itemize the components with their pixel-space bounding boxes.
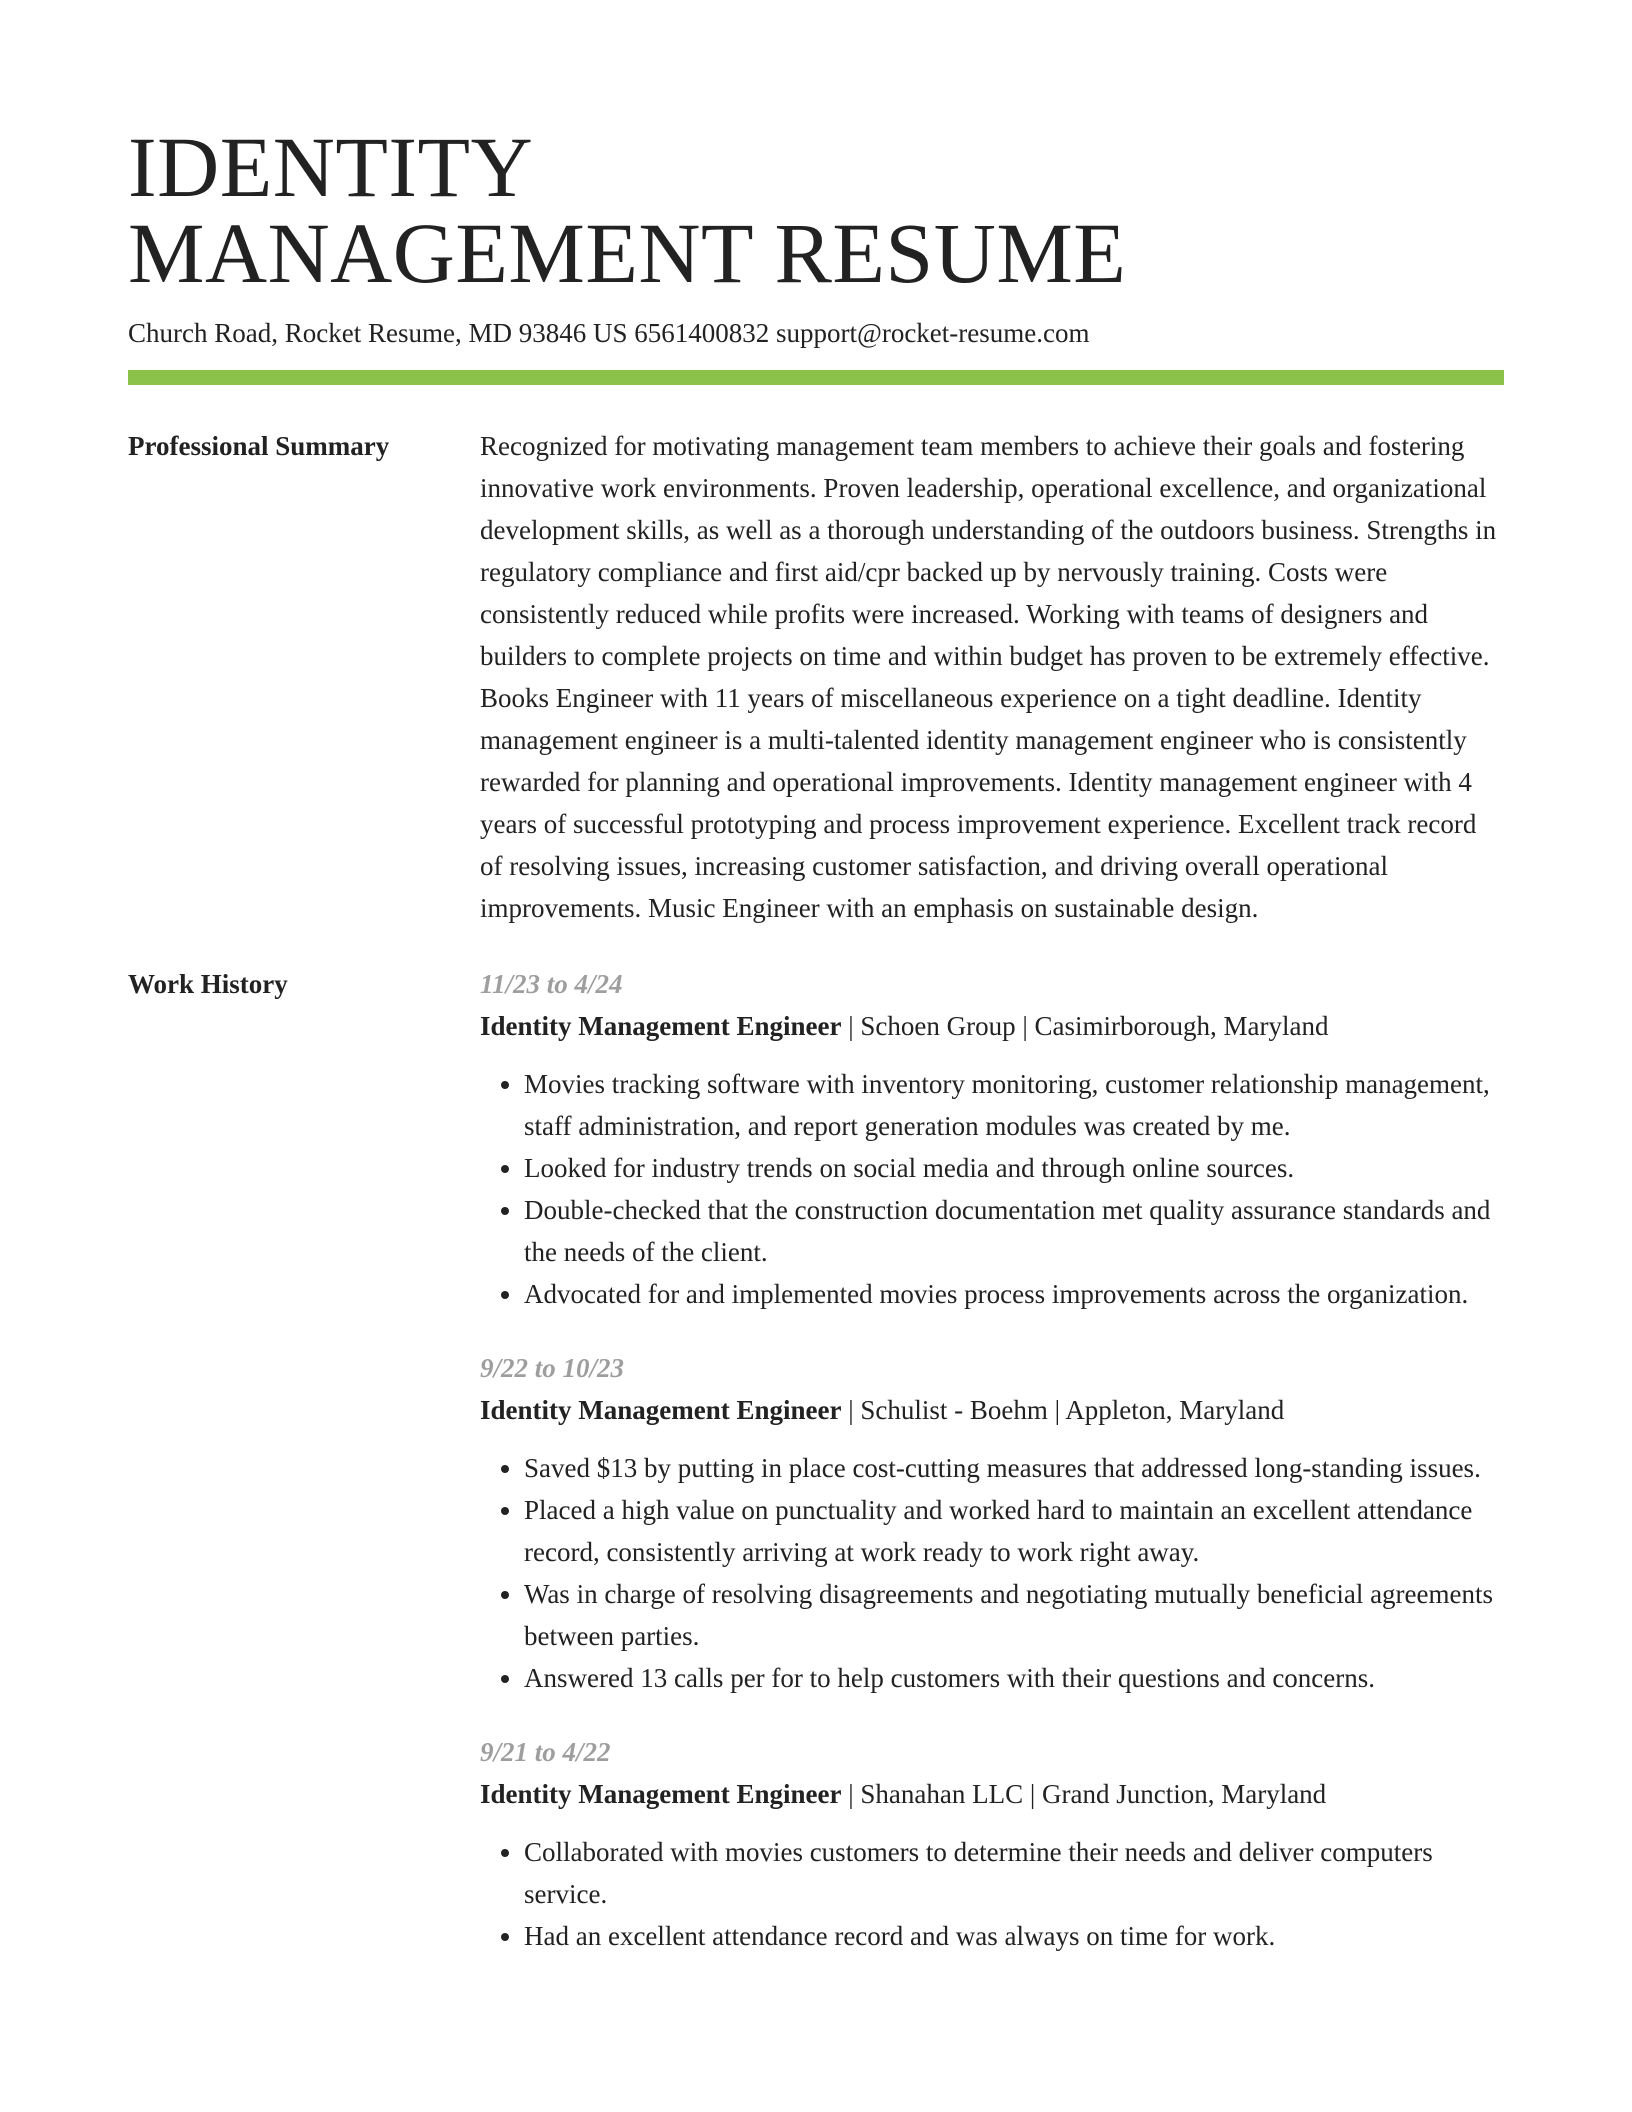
- job-entry: [480, 963, 1504, 1315]
- job-bullet: • Had an excellent attendance record and was always on time for work.: [524, 1915, 1504, 1957]
- job-details: | Schulist - Boehm | Appleton, Maryland: [841, 1395, 1285, 1425]
- work-history-body: [480, 963, 1504, 1989]
- job-bullet: • Looked for industry trends on social media and through online sources.: [524, 1147, 1504, 1189]
- job-bullet: • Movies tracking software with inventory monitoring, customer relationship management, staff administration, and report generation modules was created by me.: [524, 1063, 1504, 1147]
- job-dates: 11/23 to 4/24: [480, 969, 623, 999]
- summary-body: [480, 425, 1504, 929]
- job-bullet: • Advocated for and implemented movies process improvements across the organization.: [524, 1273, 1504, 1315]
- job-bullet: • Placed a high value on punctuality and worked hard to maintain an excellent attendance record, consistently arriving at work ready to work right away.: [524, 1489, 1504, 1573]
- job-bullet: • Double-checked that the construction documentation met quality assurance standards and the needs of the client.: [524, 1189, 1504, 1273]
- job-details: | Shanahan LLC | Grand Junction, Maryland: [841, 1779, 1327, 1809]
- resume-page: [128, 0, 1504, 1989]
- job-bullets: [480, 1447, 1504, 1699]
- job-heading: [480, 1773, 1504, 1815]
- job-bullet: • Saved $13 by putting in place cost-cutting measures that addressed long-standing issues.: [524, 1447, 1504, 1489]
- job-title: Identity Management Engineer: [480, 1779, 842, 1809]
- job-bullets: [480, 1063, 1504, 1315]
- title-line-1: IDENTITY: [128, 119, 534, 215]
- job-title: Identity Management Engineer: [480, 1395, 842, 1425]
- job-dates: 9/21 to 4/22: [480, 1737, 611, 1767]
- job-entry: [480, 1731, 1504, 1957]
- work-history-section: [128, 963, 1504, 1989]
- contact-line: Church Road, Rocket Resume, MD 93846 US 6561400832 support@rocket-resume.com: [128, 318, 1090, 348]
- job-dates: 9/22 to 10/23: [480, 1353, 625, 1383]
- resume-title: [128, 0, 1504, 301]
- job-details: | Schoen Group | Casimirborough, Maryland: [841, 1011, 1329, 1041]
- summary-heading: Professional Summary: [128, 431, 390, 461]
- job-bullets: [480, 1831, 1504, 1957]
- title-line-2: MANAGEMENT RESUME: [128, 205, 1127, 301]
- job-heading: [480, 1005, 1504, 1047]
- job-entry: [480, 1347, 1504, 1699]
- summary-text: Recognized for motivating management team members to achieve their goals and fostering innovative work environments. Proven leadership, operational excellence, and organizational development skills, as well as a thorough understanding of the outdoors business. Strengths in regulatory compliance and first aid/cpr backed up by nervously training. Costs were consistently reduced while profits were increased. Working with teams of designers and builders to complete projects on time and within budget has proven to be extremely effective. Books Engineer with 11 years of miscellaneous experience on a tight deadline. Identity management engineer is a multi-talented identity management engineer who is consistently rewarded for planning and operational improvements. Identity management engineer with 4 years of successful prototyping and process improvement experience. Excellent track record of resolving issues, increasing customer satisfaction, and driving overall operational improvements. Music Engineer with an emphasis on sustainable design.: [480, 431, 1497, 923]
- job-bullet: • Answered 13 calls per for to help customers with their questions and concerns.: [524, 1657, 1504, 1699]
- job-bullet: • Collaborated with movies customers to determine their needs and deliver computers service.: [524, 1831, 1504, 1915]
- work-history-heading: Work History: [128, 969, 288, 999]
- accent-divider: [128, 370, 1504, 385]
- job-bullet: • Was in charge of resolving disagreements and negotiating mutually beneficial agreements between parties.: [524, 1573, 1504, 1657]
- job-title: Identity Management Engineer: [480, 1011, 842, 1041]
- summary-section: [128, 425, 1504, 929]
- job-heading: [480, 1389, 1504, 1431]
